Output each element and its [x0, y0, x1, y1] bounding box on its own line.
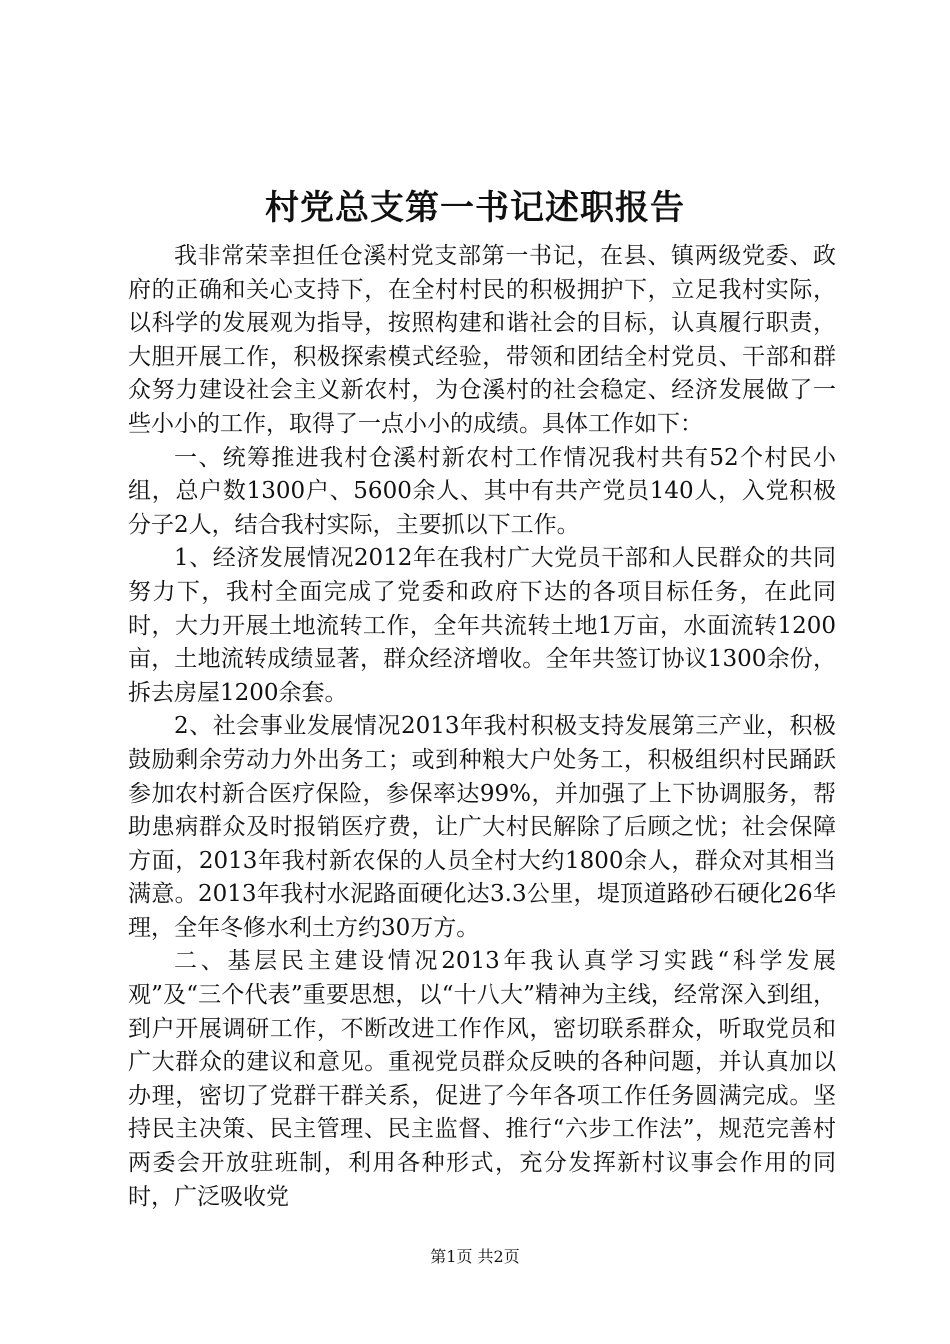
document-title: 村党总支第一书记述职报告: [265, 188, 685, 228]
page-footer: 第1页 共2页: [430, 1247, 520, 1266]
paragraph-social-development: 2、社会事业发展情况2013年我村积极支持发展第三产业，积极鼓励剩余劳动力外出务工；或到种粮大户处务工，积极组织村民踊跃参加农村新合医疗保险，参保率达99%，并加强了上下协调服务，帮助患病群众及时报销医疗费，让广大村民解除了后顾之忧；社会保障方面，2013年我村新农保的人员全村大约1800余人，群众对其相当满意。2013年我村水泥路面硬化达3.3公里，堤顶道路砂石硬化26华理，全年冬修水利土方约30万方。: [128, 713, 836, 941]
paragraph-intro: 我非常荣幸担任仓溪村党支部第一书记，在县、镇两级党委、政府的正确和关心支持下，在全村村民的积极拥护下，立足我村实际，以科学的发展观为指导，按照构建和谐社会的目标，认真履行职责，大胆开展工作，积极探索模式经验，带领和团结全村党员、干部和群众努力建设社会主义新农村，为仓溪村的社会稳定、经济发展做了一些小小的工作，取得了一点小小的成绩。具体工作如下：: [128, 243, 836, 437]
paragraph-section-two: 二、基层民主建设情况2013年我认真学习实践“科学发展观”及“三个代表”重要思想，以“十八大”精神为主线，经常深入到组，到户开展调研工作，不断改进工作作风，密切联系群众，听取党员和广大群众的建议和意见。重视党员群众反映的各种问题，并认真加以办理，密切了党群干群关系，促进了今年各项工作任务圆满完成。坚持民主决策、民主管理、民主监督、推行“六步工作法”，规范完善村两委会开放驻班制，利用各种形式，充分发挥新村议事会作用的同时，广泛吸收党: [128, 948, 836, 1210]
paragraph-section-one: 一、统筹推进我村仓溪村新农村工作情况我村共有52个村民小组，总户数1300户、5600余人、其中有共产党员140人，入党积极分子2人，结合我村实际，主要抓以下工作。: [128, 444, 836, 538]
document-body: [128, 240, 836, 1214]
paragraph-economic-development: 1、经济发展情况2012年在我村广大党员干部和人民群众的共同努力下，我村全面完成了党委和政府下达的各项目标任务，在此同时，大力开展土地流转工作，全年共流转土地1万亩，水面流转1200亩，土地流转成绩显著，群众经济增收。全年共签订协议1300余份，拆去房屋1200余套。: [128, 545, 836, 706]
